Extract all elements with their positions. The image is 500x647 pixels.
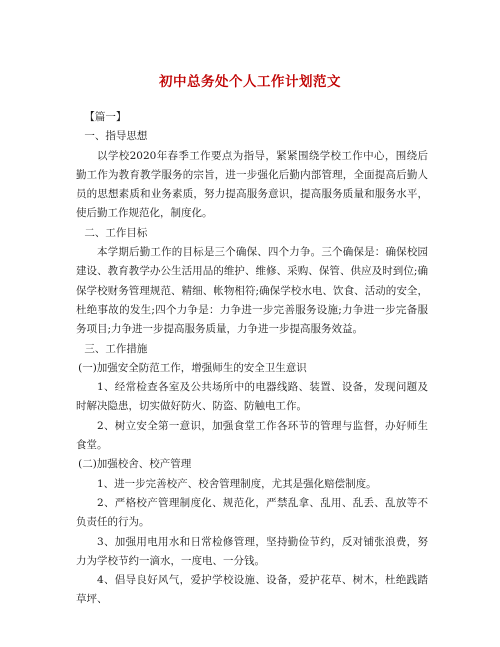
paragraph-guiding-ideology: 以学校2020年春季工作要点为指导，紧紧围绕学校工作中心，围绕后勤工作为教育教学服务的宗旨，进一步强化后勤内部管理，全面提高后勤人员的思想素质和业务素质，努力提高服务意识，提高服务质量和服务水平，使后勤工作规范化，制度化。: [76, 149, 428, 220]
list-item: 4、倡导良好风气，爱护学校设施、设备，爱护花草、树木，杜绝践踏草坪、: [76, 574, 428, 606]
subheading-property-management: (二)加强校舍、校产管理: [78, 458, 192, 471]
paragraph-work-goals: 本学期后勤工作的目标是三个确保、四个力争。三个确保是：确保校园建设、教育教学办公生活用品的维护、维修、采购、保管、供应及时到位;确保学校财务管理规范、精细、帐物相符;确保学校水电、饮食、活动的安全，杜绝事故的发生;四个力争是：力争进一步完善服务设施;力争进一步完备服务项目;力争进一步提高服务质量，力争进一步提高服务效益。: [76, 246, 428, 336]
list-item: 2、树立安全第一意识，加强食堂工作各环节的管理与监督，办好师生食堂。: [76, 419, 428, 452]
document-body: [76, 108, 428, 610]
heading-work-goals: 二、工作目标: [84, 226, 148, 239]
document-title: 初中总务处个人工作计划范文: [159, 74, 341, 90]
heading-work-measures: 三、工作措施: [84, 342, 148, 355]
heading-guiding-ideology: 一、指导思想: [84, 130, 148, 143]
section-label: 【篇一】: [84, 111, 127, 123]
list-item: 2、严格校产管理制度化、规范化，严禁乱拿、乱用、乱丢、乱放等不负责任的行为。: [76, 496, 428, 529]
list-item: 1、经常检查各室及公共场所中的电器线路、装置、设备，发现问题及时解决隐患，切实做好防火、防盗、防触电工作。: [76, 381, 428, 413]
list-item: 1、进一步完善校产、校舍管理制度，尤其是强化赔偿制度。: [97, 477, 377, 490]
list-item: 3、加强用电用水和日常检修管理，坚持勤俭节约，反对铺张浪费，努力为学校节约一滴水，一度电、一分钱。: [76, 535, 428, 567]
subheading-safety: (一)加强安全防范工作，增强师生的安全卫生意识: [78, 361, 307, 374]
